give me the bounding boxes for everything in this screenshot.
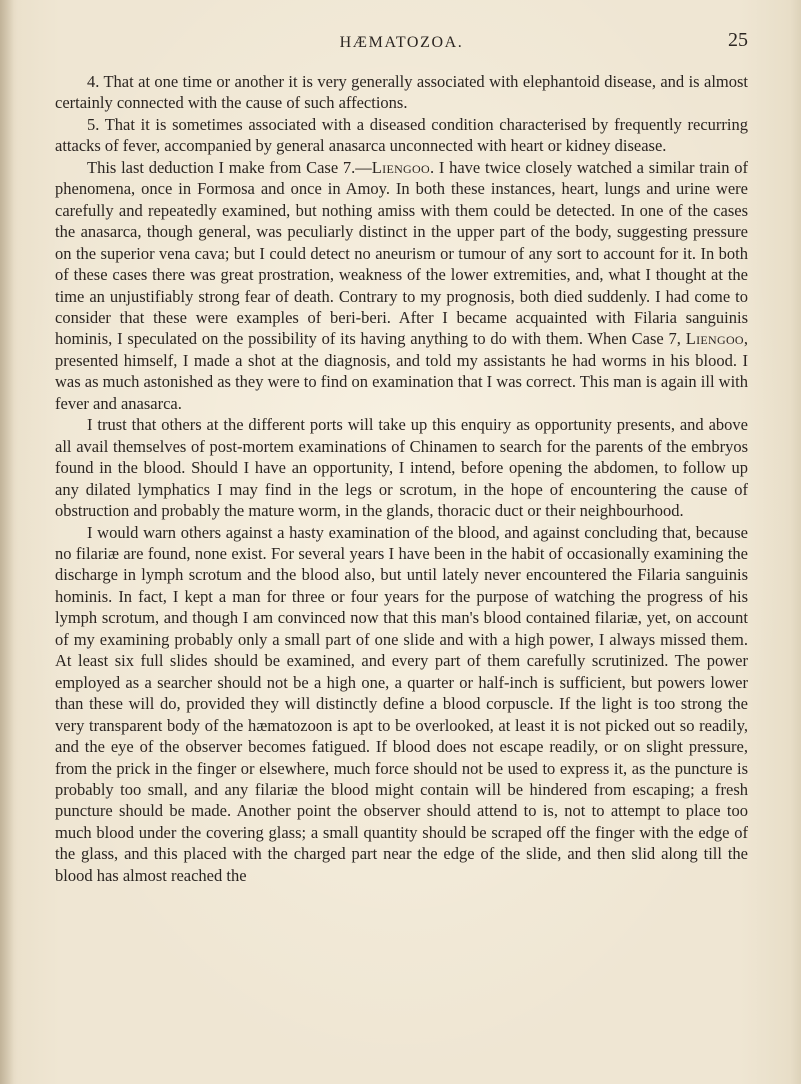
page-number: 25	[728, 29, 748, 51]
running-head: HÆMATOZOA.	[339, 34, 464, 51]
patient-name: Liengoo	[371, 157, 430, 177]
paragraph-enquiry: I trust that others at the different ports will take up this enquiry as opportunity presents, and above all avail themselves of post-mortem examinations of Chinamen to search for the parents of the embryos found in the blood. Should I have an opportunity, I intend, before opening the abdomen, to follow up any dilated lymphatics I may find in the legs or scrotum, in the hope of encountering the cause of obstruction and probably the mature worm, in the glands, thoracic duct or their neighbourhood.	[55, 415, 748, 521]
body-text	[55, 71, 748, 886]
paragraph-text: , presented himself, I made a shot at the diagnosis, and told my assistants he had worms in his blood. I was as much astonished as they were to find on examination that I was correct. This man is again ill with fever and anasarca.	[55, 329, 748, 413]
page-header	[55, 29, 748, 64]
page-spine-shadow	[0, 0, 14, 1084]
paragraph-case-7	[55, 157, 748, 414]
paragraph-text: . I have twice closely watched a similar train of phenomena, once in Formosa and once in Amoy. In both these instances, heart, lungs and urine were carefully and repeatedly examined, but nothing amiss with them could be detected. In one of the cases the anasarca, though general, was peculiarly distinct in the upper part of the body, suggesting pressure on the superior vena cava; but I could detect no aneurism or tumour of any sort to account for it. In both of these cases there was great prostration, weakness of the lower extremities, and, what I thought at the time an unjustifiably strong fear of death. Contrary to my prognosis, both died suddenly. I had come to consider that these were examples of beri-beri. After I became acquainted with Filaria sanguinis hominis, I speculated on the possibility of its having anything to do with them. When Case 7,	[55, 157, 748, 349]
paragraph-4: 4. That at one time or another it is very generally associated with elephantoid disease, and is almost certainly connected with the cause of such affections.	[55, 72, 748, 113]
patient-name: Liengoo	[685, 329, 744, 349]
paragraph-text: This last deduction I make from Case 7.—	[87, 157, 372, 177]
paragraph-5: 5. That it is sometimes associated with a diseased condition characterised by frequently recurring attacks of fever, accompanied by general anasarca unconnected with heart or kidney disease.	[55, 114, 748, 156]
paragraph-warning: I would warn others against a hasty examination of the blood, and against concluding that, because no filariæ are found, none exist. For several years I have been in the habit of occasionally examining the discharge in lymph scrotum and the blood also, but until lately never encountered the Filaria sanguinis hominis. In fact, I kept a man for three or four years for the purpose of watching the progress of his lymph scrotum, and though I am convinced now that this man's blood contained filariæ, yet, on account of my examining probably only a small part of one slide and with a high power, I always missed them. At least six full slides should be examined, and every part of them carefully scrutinized. The power employed as a searcher should not be a high one, a quarter or half-inch is sufficient, but powers lower than these will do, provided they will distinctly define a blood corpuscle. If the light is too strong the very transparent body of the hæmatozoon is apt to be overlooked, at least it is not picked out so readily, and the eye of the observer becomes fatigued. If blood does not escape readily, or on slight pressure, from the prick in the finger or elsewhere, much force should not be used to express it, as the puncture is probably too small, and any filariæ the blood might contain will be hindered from escaping; a fresh puncture should be made. Another point the observer should attend to is, not to attempt to place too much blood under the covering glass; a small quantity should be scraped off the finger with the edge of the glass, and this placed with the charged part near the edge of the slide, and then slid along till the blood has almost reached the	[55, 522, 748, 885]
